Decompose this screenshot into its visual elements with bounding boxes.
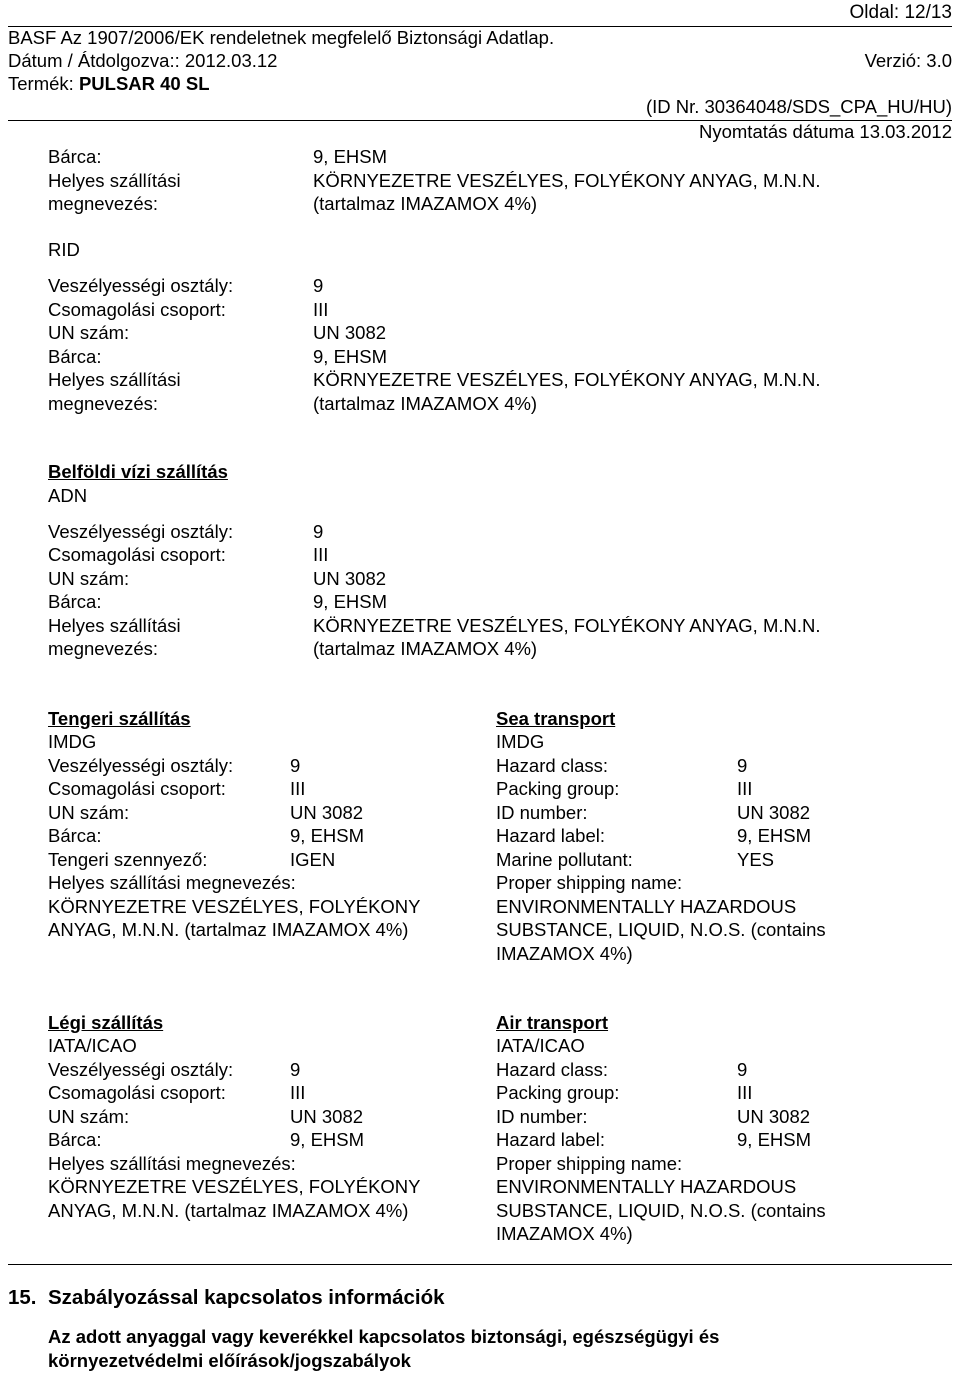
top-shipping-value-1: KÖRNYEZETRE VESZÉLYES, FOLYÉKONY ANYAG, M.N.N.: [313, 170, 821, 191]
rid-group-label: Csomagolási csoport:: [48, 299, 226, 320]
sea-hu-pollutant-label: Tengeri szennyező:: [48, 849, 208, 870]
air-hu-heading: Légi szállítás: [48, 1012, 164, 1033]
sea-en-class-label: Hazard class:: [496, 755, 609, 776]
rid-barca-label: Bárca:: [48, 346, 102, 367]
sea-hu-heading: Tengeri szállítás: [48, 708, 191, 729]
sea-en-class-value: 9: [737, 755, 748, 776]
air-en-title: IATA/ICAO: [496, 1035, 585, 1056]
sea-en-un-value: UN 3082: [737, 802, 811, 823]
inland-title: ADN: [48, 485, 88, 506]
sea-hu-class-label: Veszélyességi osztály:: [48, 755, 234, 776]
rid-un-value: UN 3082: [313, 322, 387, 343]
rid-shipping-label-1: Helyes szállítási: [48, 369, 181, 390]
air-en-shipping-label: Proper shipping name:: [496, 1153, 683, 1174]
air-en-heading: Air transport: [496, 1012, 609, 1033]
top-barca-value: 9, EHSM: [313, 146, 388, 167]
sea-en-shipping-value-3: IMAZAMOX 4%): [496, 943, 633, 964]
air-hu-shipping-label: Helyes szállítási megnevezés:: [48, 1153, 296, 1174]
header-product: [8, 75, 210, 94]
inland-un-label: UN szám:: [48, 568, 130, 589]
air-en-label-value: 9, EHSM: [737, 1129, 812, 1150]
air-en-shipping-value-1: ENVIRONMENTALLY HAZARDOUS: [496, 1176, 797, 1197]
air-hu-un-label: UN szám:: [48, 1106, 130, 1127]
header-print-date: Nyomtatás dátuma 13.03.2012: [699, 121, 952, 142]
top-shipping-label-2: megnevezés:: [48, 193, 159, 214]
sea-hu-un-label: UN szám:: [48, 802, 130, 823]
sea-hu-group-label: Csomagolási csoport:: [48, 778, 226, 799]
sea-hu-shipping-value-2: ANYAG, M.N.N. (tartalmaz IMAZAMOX 4%): [48, 919, 409, 940]
inland-shipping-label-1: Helyes szállítási: [48, 615, 181, 636]
sea-en-label-value: 9, EHSM: [737, 825, 812, 846]
section-subtitle-1: Az adott anyaggal vagy keverékkel kapcsolatos biztonsági, egészségügyi és: [48, 1326, 720, 1347]
air-hu-shipping-value-2: ANYAG, M.N.N. (tartalmaz IMAZAMOX 4%): [48, 1200, 409, 1221]
inland-group-value: III: [313, 544, 329, 565]
air-en-un-label: ID number:: [496, 1106, 588, 1127]
rid-un-label: UN szám:: [48, 322, 130, 343]
sea-en-un-label: ID number:: [496, 802, 588, 823]
sea-hu-shipping-value-1: KÖRNYEZETRE VESZÉLYES, FOLYÉKONY: [48, 896, 421, 917]
sea-hu-shipping-label: Helyes szállítási megnevezés:: [48, 872, 296, 893]
air-en-shipping-value-3: IMAZAMOX 4%): [496, 1223, 633, 1244]
sea-en-shipping-value-2: SUBSTANCE, LIQUID, N.O.S. (contains: [496, 919, 826, 940]
air-hu-un-value: UN 3082: [290, 1106, 364, 1127]
product-name: PULSAR 40 SL: [78, 73, 210, 94]
sea-en-pollutant-label: Marine pollutant:: [496, 849, 633, 870]
sea-en-pollutant-value: YES: [737, 849, 775, 870]
page-number: Oldal: 12/13: [849, 2, 952, 23]
inland-un-value: UN 3082: [313, 568, 387, 589]
section-rule: [8, 1264, 952, 1265]
inland-barca-label: Bárca:: [48, 591, 102, 612]
air-hu-class-value: 9: [290, 1059, 301, 1080]
inland-shipping-value-1: KÖRNYEZETRE VESZÉLYES, FOLYÉKONY ANYAG, M.N.N.: [313, 615, 821, 636]
rid-shipping-value-2: (tartalmaz IMAZAMOX 4%): [313, 393, 538, 414]
sea-hu-barca-label: Bárca:: [48, 825, 102, 846]
header-regulation: BASF Az 1907/2006/EK rendeletnek megfelelő Biztonsági Adatlap.: [8, 27, 555, 48]
header-id-number: (ID Nr. 30364048/SDS_CPA_HU/HU): [645, 96, 952, 117]
sea-hu-un-value: UN 3082: [290, 802, 364, 823]
sea-hu-group-value: III: [290, 778, 306, 799]
air-hu-shipping-value-1: KÖRNYEZETRE VESZÉLYES, FOLYÉKONY: [48, 1176, 421, 1197]
rid-class-value: 9: [313, 275, 324, 296]
sea-hu-class-value: 9: [290, 755, 301, 776]
top-shipping-value-2: (tartalmaz IMAZAMOX 4%): [313, 193, 538, 214]
air-en-class-value: 9: [737, 1059, 748, 1080]
sea-en-title: IMDG: [496, 731, 545, 752]
air-hu-barca-value: 9, EHSM: [290, 1129, 365, 1150]
top-barca-label: Bárca:: [48, 146, 102, 167]
inland-barca-value: 9, EHSM: [313, 591, 388, 612]
top-shipping-label-1: Helyes szállítási: [48, 170, 181, 191]
sea-en-group-label: Packing group:: [496, 778, 620, 799]
sea-en-shipping-value-1: ENVIRONMENTALLY HAZARDOUS: [496, 896, 797, 917]
air-hu-title: IATA/ICAO: [48, 1035, 137, 1056]
header-version: Verzió: 3.0: [864, 50, 952, 71]
sea-hu-pollutant-value: IGEN: [290, 849, 336, 870]
inland-class-value: 9: [313, 521, 324, 542]
air-en-shipping-value-2: SUBSTANCE, LIQUID, N.O.S. (contains: [496, 1200, 826, 1221]
air-hu-group-label: Csomagolási csoport:: [48, 1082, 226, 1103]
inland-class-label: Veszélyességi osztály:: [48, 521, 234, 542]
header-date: Dátum / Átdolgozva:: 2012.03.12: [8, 50, 278, 71]
rid-title: RID: [48, 239, 80, 260]
rid-barca-value: 9, EHSM: [313, 346, 388, 367]
air-hu-class-label: Veszélyességi osztály:: [48, 1059, 234, 1080]
sea-en-shipping-label: Proper shipping name:: [496, 872, 683, 893]
sea-en-group-value: III: [737, 778, 753, 799]
air-en-group-label: Packing group:: [496, 1082, 620, 1103]
section-number: 15.: [8, 1286, 37, 1309]
air-en-label-label: Hazard label:: [496, 1129, 606, 1150]
air-en-group-value: III: [737, 1082, 753, 1103]
air-en-un-value: UN 3082: [737, 1106, 811, 1127]
air-en-class-label: Hazard class:: [496, 1059, 609, 1080]
inland-group-label: Csomagolási csoport:: [48, 544, 226, 565]
inland-heading: Belföldi vízi szállítás: [48, 461, 228, 482]
rid-shipping-value-1: KÖRNYEZETRE VESZÉLYES, FOLYÉKONY ANYAG, M.N.N.: [313, 369, 821, 390]
section-subtitle-2: környezetvédelmi előírások/jogszabályok: [48, 1350, 411, 1371]
rid-shipping-label-2: megnevezés:: [48, 393, 159, 414]
rid-class-label: Veszélyességi osztály:: [48, 275, 234, 296]
product-prefix: Termék:: [8, 73, 79, 94]
air-hu-group-value: III: [290, 1082, 306, 1103]
air-hu-barca-label: Bárca:: [48, 1129, 102, 1150]
inland-shipping-value-2: (tartalmaz IMAZAMOX 4%): [313, 638, 538, 659]
sea-hu-barca-value: 9, EHSM: [290, 825, 365, 846]
inland-shipping-label-2: megnevezés:: [48, 638, 159, 659]
sea-en-heading: Sea transport: [496, 708, 616, 729]
section-title: Szabályozással kapcsolatos információk: [48, 1286, 445, 1309]
rid-group-value: III: [313, 299, 329, 320]
sea-en-label-label: Hazard label:: [496, 825, 606, 846]
sea-hu-title: IMDG: [48, 731, 97, 752]
